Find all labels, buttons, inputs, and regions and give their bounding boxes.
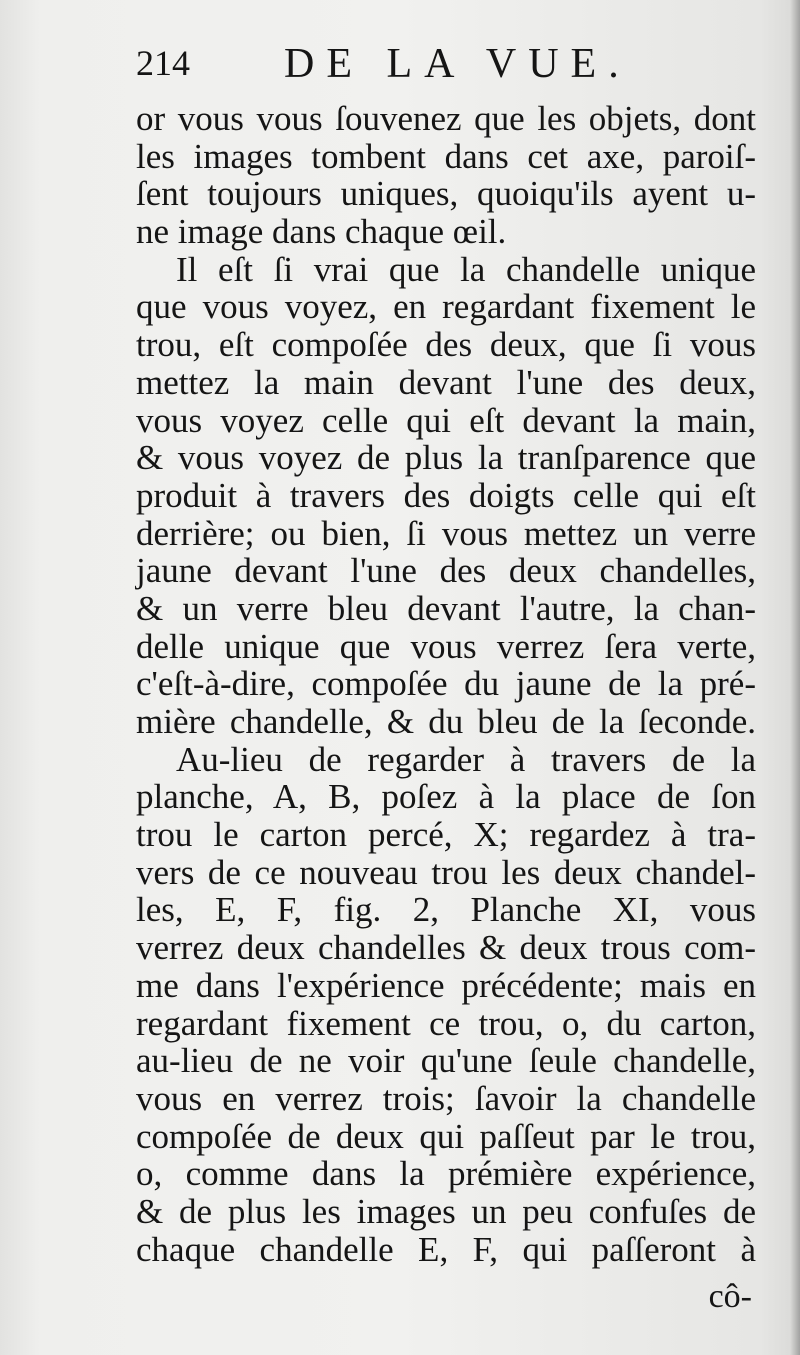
text-line: vous en verrez trois; ſavoir la chandelle xyxy=(136,1078,756,1118)
text-line: regardant fixement ce trou, o, du carton, xyxy=(136,1003,756,1043)
text-line: me dans l'expérience précédente; mais en xyxy=(136,965,756,1005)
text-line: ne image dans chaque œil. xyxy=(136,212,507,252)
body-text xyxy=(136,100,756,1268)
running-title: DE LA VUE. xyxy=(284,41,631,87)
text-line: mière chandelle, & du bleu de la ſeconde. xyxy=(136,702,756,741)
text-line: trou le carton percé, X; regardez à tra- xyxy=(136,815,756,855)
text-line: c'eſt-à-dire, compoſée du jaune de la pré- xyxy=(136,664,756,704)
text-line: trou, eſt compoſée des deux, que ſi vous xyxy=(136,325,756,365)
text-line: planche, A, B, poſez à la place de ſon xyxy=(136,777,756,817)
text-line: compoſée de deux qui paſſeut par le trou, xyxy=(136,1116,756,1156)
page-number: 214 xyxy=(136,43,190,83)
text-line: vous voyez celle qui eſt devant la main, xyxy=(136,400,756,440)
text-line: au-lieu de ne voir qu'une ſeule chandelle, xyxy=(136,1041,756,1081)
text-line: o, comme dans la prémière expérience, xyxy=(136,1154,756,1194)
text-line: & de plus les images un peu confuſes de xyxy=(136,1191,756,1231)
text-line: les images tombent dans cet axe, paroiſ- xyxy=(136,136,756,176)
text-line: verrez deux chandelles & deux trous com- xyxy=(136,928,756,968)
text-line: chaque chandelle E, F, qui paſſeront à xyxy=(136,1229,756,1269)
page-header xyxy=(136,40,636,96)
text-line: les, E, F, fig. 2, Planche XI, vous xyxy=(136,890,756,930)
paragraph-start-line: Il eſt ſi vrai que la chandelle unique xyxy=(176,249,756,289)
text-line: & un verre bleu devant l'autre, la chan- xyxy=(136,588,756,628)
text-line: produit à travers des doigts celle qui eſt xyxy=(136,475,756,515)
text-line: mettez la main devant l'une des deux, xyxy=(136,362,756,402)
text-line: que vous voyez, en regardant fixement le xyxy=(136,287,756,327)
text-line: & vous voyez de plus la tranſparence que xyxy=(136,438,756,478)
text-line: ſent toujours uniques, quoiqu'ils ayent u- xyxy=(136,174,756,214)
paragraph-start-line: Au-lieu de regarder à travers de la xyxy=(176,739,756,779)
page-edge-shadow xyxy=(790,0,800,1355)
text-line: delle unique que vous verrez ſera verte, xyxy=(136,626,756,666)
text-line: vers de ce nouveau trou les deux chandel- xyxy=(136,852,756,892)
text-line: derrière; ou bien, ſi vous mettez un verre xyxy=(136,513,756,553)
text-line: jaune devant l'une des deux chandelles, xyxy=(136,551,756,591)
text-line: or vous vous ſouvenez que les objets, dont xyxy=(136,99,756,138)
catchword: cô- xyxy=(708,1278,752,1315)
